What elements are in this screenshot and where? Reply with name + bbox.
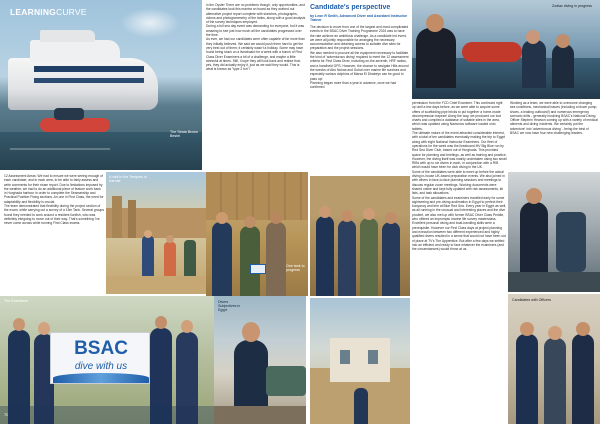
- rib-caption: Zodiac diving in progress: [552, 4, 592, 8]
- boat-divers-photo: [214, 296, 306, 424]
- temple-walk-caption: A visit to the Temples of Karnak: [109, 175, 147, 184]
- bsac-tagline: dive with us: [74, 361, 128, 372]
- article-column-3: Working as a team, we were able to overcome changing sea conditions, mechanical issues (including a blown pump, shoes, a leaking outboard!) and numerous emergency scenario drills - generally involving BSAC's National Diving Officer Stephen Hewson coming up with a variety of medical ailments and diving incidents. We certainly put the adventure' into 'adventurous diving' - being the best of BSAC we now have four new challenging leaders.: [510, 101, 598, 136]
- article-heading: Candidate's perspective: [310, 4, 391, 11]
- examiners-caption: The Examiners: [4, 299, 29, 303]
- article-column-2: permission from the FCD Chief Examiner. This continued right up until a few days before, as we were able to acquire some offers of scaffolding pipe bricks to put together a home-made decompression trapeze! Along the way, we produced our tool charts and compiled a database of suitable sites in the area, which was updated using Navionics software loaded onto tablets. The ultimate nature of the event attracted considerable interest, with a total of ten candidates eventually making the trip to Egypt along with eight National Instructor Examiners. Our fleet of operations for the week was the liveaboard MV Big Blue run by Red Sea Diver Club, based out of Hurghada. This provided space for planning and briefings, as well as training and practice. However, the diving itself was mainly undertaken using two small RIBs with up to six divers in each, in conjunction with a RIB which would have been for club diving in the UK. Some of the candidates were able to meet up before the actual diving in-house UK-based preparation events. We also joined in with others in face-to-face planning sessions and meetings to discuss regular zoom meetings. Working documents were shared online and kept fully updated with risk assessments, kit lists, and task allocations. Some of the candidates and examiners travelled early for some sightseeing and pre-diving acclimation in Egypt to perfect their buoyancy and trim at Blue Red Sea. Every year in Egypt as well, as all running in the unusual and Interesting places and the dive prudent, we also met up with former BSAC Diver Class Peddie, who offered an impromptu marine life survey masterclass. Excellent personal diving and boat-handling skills were a prerequisite. However our First Class days at project planning and execution between two different experienced and highly qualified divers resulted in a sense that would not have been out of place at TV's The Apprentice. But after a few days we settled into an efficient and ready to face whatever the examiners (and the circumstances) would throw at us.: [412, 101, 507, 252]
- dinghy: [40, 118, 110, 132]
- section-suffix: CURVE: [56, 7, 87, 17]
- temple-walk-photo: [106, 172, 206, 294]
- examiners-photo: [0, 296, 214, 424]
- temple-group-photo: [206, 172, 308, 296]
- section-prefix: LEARNING: [10, 7, 56, 17]
- dive-center-photo: [310, 298, 410, 424]
- page-number-left: 70: [4, 412, 9, 417]
- trio-photo: [508, 294, 600, 424]
- section-header: [10, 7, 87, 17]
- boat-photo: [0, 0, 202, 170]
- divers-caption: Divers Subjectives in Egypt: [218, 300, 241, 313]
- candidates-group-photo: [310, 176, 410, 296]
- boat-deck-photo: [508, 172, 600, 292]
- tank-caption: One tank to progress: [286, 264, 305, 273]
- article-column-1: The decision to move from one of the largest and most complicated events in the BSAC Diver Training Programme 2024 was to have the rate achieve an ambitious challenge. As a candidate led event, we were all jointly responsible for arranging the necessary accommodation and obtaining access to suitable dive sites for preparation and the project sessions. We also needed to procure all the equipment necessary to facilitate the kind of 'adventurous diving' required to meet the 12 assessment criteria for First Class Diver, including on-the-seventh, HRF radios, and a handheld GPS. However, the chance to navigate Hills around the wrecks of Abu Nuhas and Gubal over marine life sunrises and especially various dolphins of Marsa El Dhabeyn can be good to pass up! Planning began more than a year in advance, once we had confirmed: [310, 25, 409, 90]
- wave-icon: [53, 373, 149, 383]
- article-byline: by Leon R Smith, Advanced Diver and Assistant Instructor Trainer: [310, 14, 407, 23]
- group-caption: Candidates with Officers: [512, 298, 551, 302]
- boat-caption: The Strata Brown Bestel: [170, 130, 198, 139]
- rib-photo: [412, 0, 600, 99]
- intro-text-column: in the Oyster There are no problems though, only opportunities, and the candidates took this mantra on board as they worked out alternative project report complete with sketches, photographs, videos and photogrammetry of the tanks, along with a good analysis of the survey techniques employed. During a full sea day event was demanding for everyone, but it was amazing to see just how much all the candidates progressed over the time. As ever, we had our candidates were often capable of far more than they initially believed. We said we would push them hard to get the very best out of them; it certainly wasn't a holiday. Some may have found being stuck on a liveaboard for a week with a bunch of First Class Diver Examiners a bit of a challenge, and maybe a little stressful at times. Still, I hope they will look back and realise that, yes, they did actually enjoy it, just as we said they would. This is what is known as "type 2 fun"!: [206, 3, 306, 72]
- assessment-text-column: 12 Assessment Areas: We had to ensure we were seeing enough of each candidate, and in each area, to be able to fairly assess and write comments for their exam report. Due to limitations imposed by the weather, we had to do an additional piece of feature work back in Hurghada harbour in order to complete the Seamanship and Practical Position Fixing sections. An one in First Class, the need for adaptability and flexibility is crucial. The team demonstrated that flexibility during the project section of the exam, while carrying out a survey of a 15m Tank. Several groups found they needed to work around a resident lionfish, who was definitely intriguing to move out of their way. That's something I've never come across while running First Class exams.: [4, 174, 104, 226]
- bsac-brand: BSAC: [74, 339, 128, 359]
- bsac-banner: [50, 332, 150, 384]
